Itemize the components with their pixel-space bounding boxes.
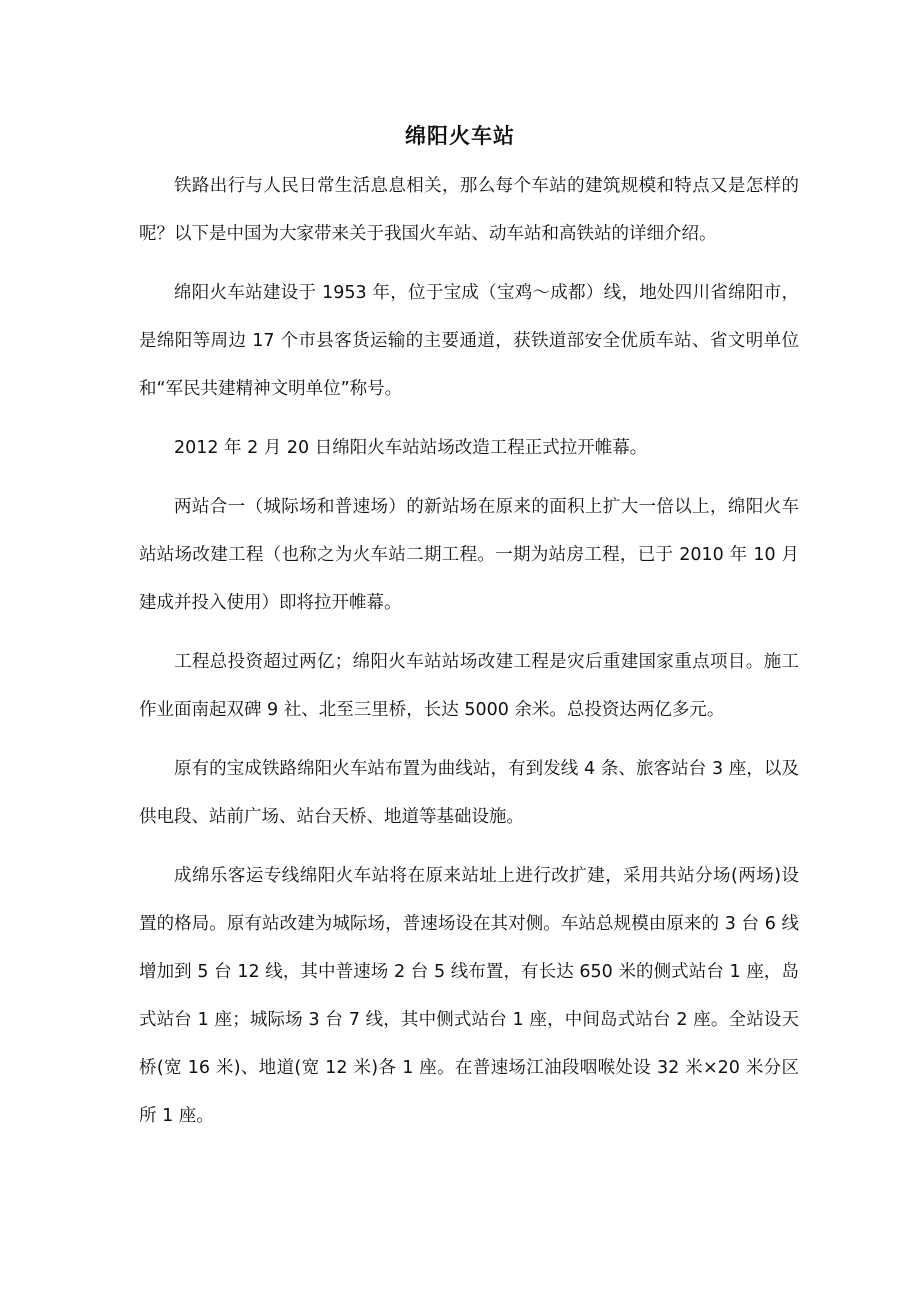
paragraph: 工程总投资超过两亿；绵阳火车站站场改建工程是灾后重建国家重点项目。施工作业面南起双碑 9 社、北至三里桥，长达 5000 余米。总投资达两亿多元。 (139, 652, 799, 720)
paragraph: 铁路出行与人民日常生活息息相关，那么每个车站的建筑规模和特点又是怎样的呢？以下是中国为大家带来关于我国火车站、动车站和高铁站的详细介绍。 (139, 176, 799, 244)
paragraph: 2012 年 2 月 20 日绵阳火车站站场改造工程正式拉开帷幕。 (174, 438, 648, 458)
document-body (139, 162, 799, 1151)
paragraph: 原有的宝成铁路绵阳火车站布置为曲线站，有到发线 4 条、旅客站台 3 座，以及供电段、站前广场、站台天桥、地道等基础设施。 (139, 759, 799, 827)
document-title: 绵阳火车站 (405, 124, 515, 148)
paragraph: 绵阳火车站建设于 1953 年，位于宝成（宝鸡～成都）线，地处四川省绵阳市，是绵阳等周边 17 个市县客货运输的主要通道，获铁道部安全优质车站、省文明单位和“军民共建精神文明单位”称号。 (139, 283, 799, 399)
paragraph: 两站合一（城际场和普速场）的新站场在原来的面积上扩大一倍以上，绵阳火车站站场改建工程（也称之为火车站二期工程。一期为站房工程，已于 2010 年 10 月建成并投入使用）即将拉开帷幕。 (139, 497, 799, 613)
paragraph: 成绵乐客运专线绵阳火车站将在原来站址上进行改扩建，采用共站分场(两场)设置的格局。原有站改建为城际场，普速场设在其对侧。车站总规模由原来的 3 台 6 线增加到 5 台 12 线，其中普速场 2 台 5 线布置，有长达 650 米的侧式站台 1 座，岛式站台 1 座；城际场 3 台 7 线，其中侧式站台 1 座，中间岛式站台 2 座。全站设天桥(宽 16 米)、地道(宽 12 米)各 1 座。在普速场江油段咽喉处设 32 米×20 米分区所 1 座。 (139, 866, 799, 1126)
